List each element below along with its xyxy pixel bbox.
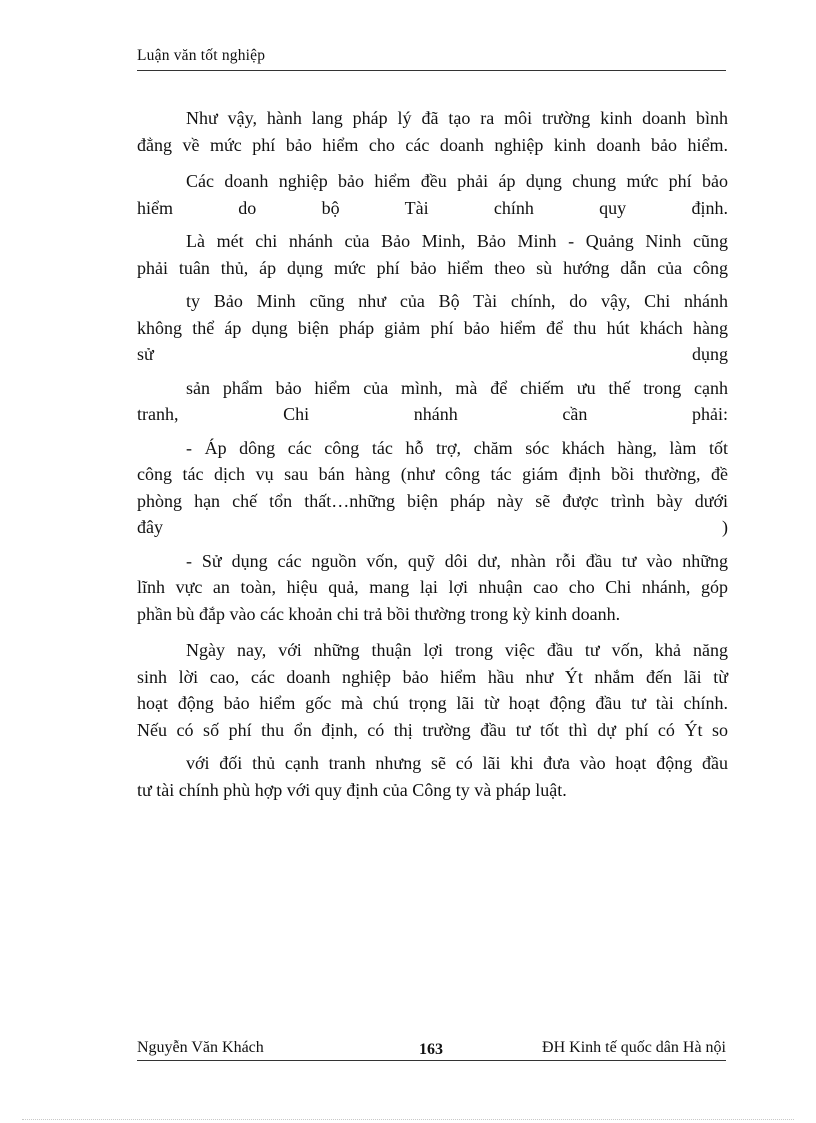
- footer-author: Nguyễn Văn Khách: [137, 1039, 264, 1056]
- text-line: với đối thủ cạnh tranh nhưng sẽ có lãi khi đưa vào hoạt động đầu: [186, 753, 728, 773]
- text-line: Ngày nay, với những thuận lợi trong việc đầu tư vốn, khả năng: [186, 640, 728, 660]
- text-line: đây ): [137, 517, 728, 537]
- header-title: Luận văn tốt nghiệp: [137, 47, 266, 64]
- page-number: 163: [419, 1041, 443, 1058]
- text-line: sinh lời cao, các doanh nghiệp bảo hiểm hầu như Ýt nhắm đến lãi từ: [137, 666, 728, 687]
- text-line: hiểm do bộ Tài chính quy định.: [137, 197, 728, 218]
- text-line: phần bù đắp vào các khoản chi trả bồi thường trong kỳ kinh doanh.: [137, 603, 621, 624]
- text-line: lĩnh vực an toàn, hiệu quả, mang lại lợi nhuận cao cho Chi nhánh, góp: [137, 577, 728, 597]
- text-line: đẳng về mức phí bảo hiểm cho các doanh nghiệp kinh doanh bảo hiểm.: [137, 134, 728, 155]
- text-line: - Áp dông các công tác hỗ trợ, chăm sóc khách hàng, làm tốt: [186, 437, 728, 458]
- text-line: tranh, Chi nhánh cần phải:: [137, 404, 728, 424]
- text-line: công tác dịch vụ sau bán hàng (như công tác giám định bồi thường, đề: [137, 464, 728, 484]
- text-line: tư tài chính phù hợp với quy định của Công ty và pháp luật.: [137, 779, 567, 800]
- text-line: ty Bảo Minh cũng như của Bộ Tài chính, do vậy, Chi nhánh: [186, 291, 728, 311]
- text-line: Các doanh nghiệp bảo hiểm đều phải áp dụng chung mức phí bảo: [186, 171, 728, 191]
- text-line: Như vậy, hành lang pháp lý đã tạo ra môi trường kinh doanh bình: [186, 108, 728, 128]
- text-line: - Sử dụng các nguồn vốn, quỹ dôi dư, nhàn rỗi đầu tư vào những: [186, 550, 728, 571]
- text-line: Là mét chi nhánh của Bảo Minh, Bảo Minh - Quảng Ninh cũng: [186, 231, 728, 251]
- text-line: hoạt động bảo hiểm gốc mà chú trọng lãi từ hoạt động đầu tư tài chính.: [137, 693, 728, 713]
- text-line: không thể áp dụng biện pháp giảm phí bảo hiểm để thu hút khách hàng: [137, 317, 728, 338]
- page-bottom-divider: [22, 1119, 794, 1120]
- footer-school: ĐH Kinh tế quốc dân Hà nội: [542, 1039, 726, 1056]
- page-header: [137, 46, 726, 71]
- text-line: phòng hạn chế tổn thất…những biện pháp này sẽ được trình bày dưới: [137, 490, 728, 511]
- text-line: phải tuân thủ, áp dụng mức phí bảo hiểm theo sù hướng dẫn của công: [137, 257, 728, 278]
- text-line: sản phẩm bảo hiểm của mình, mà để chiếm ưu thế trong cạnh: [186, 377, 728, 398]
- text-line: sử dụng: [137, 344, 728, 364]
- page-footer: [137, 1038, 726, 1061]
- text-line: Nếu có số phí thu ổn định, có thị trường đầu tư tốt thì dự phí có Ýt so: [137, 719, 728, 740]
- document-body: [137, 105, 728, 803]
